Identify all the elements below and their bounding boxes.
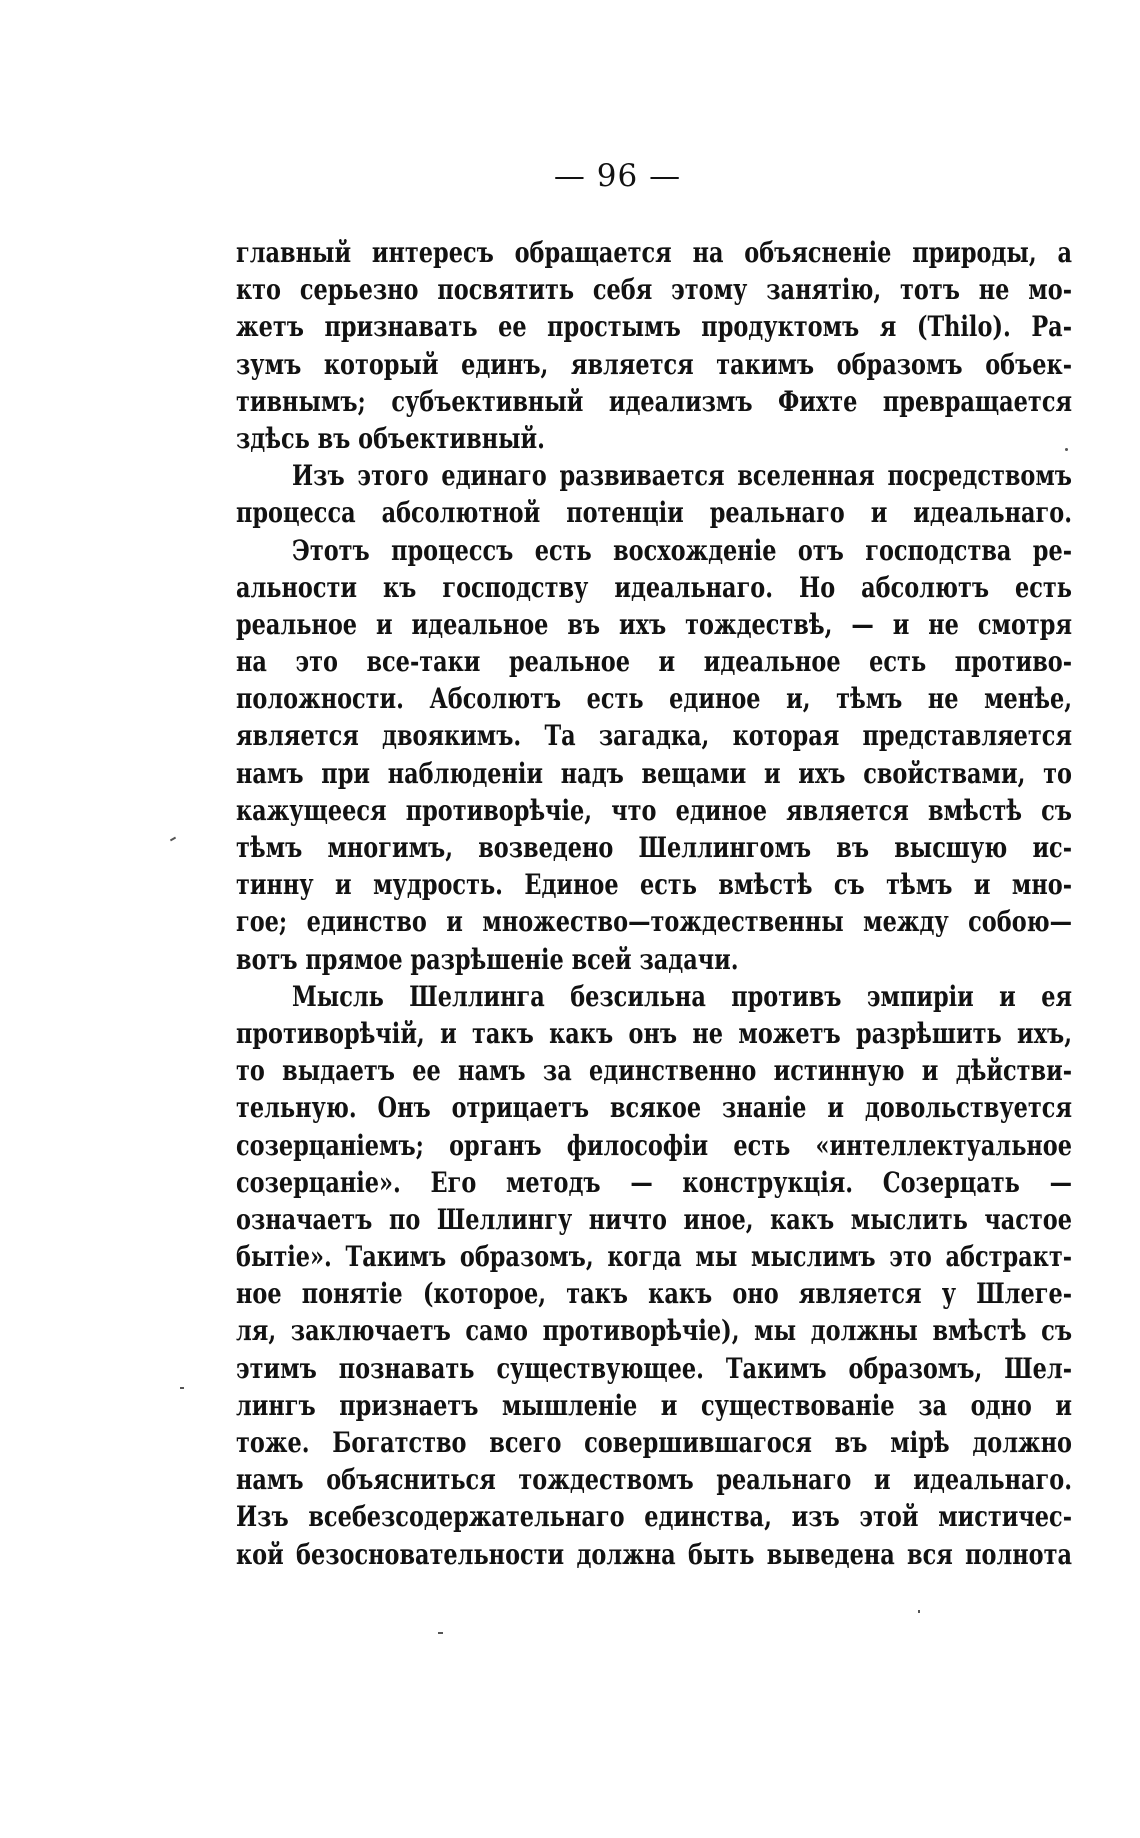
paragraph-start-line: Этотъ процессъ есть восхожденіе отъ господства ре-: [292, 533, 1072, 567]
text-line: альности къ господству идеальнаго. Но абсолютъ есть: [236, 570, 1072, 604]
text-line: гое; единство и множество—тождественны между собою—: [236, 905, 1072, 939]
text-line: противорѣчій, и такъ какъ онъ не можетъ разрѣшить ихъ,: [236, 1016, 1072, 1050]
paragraph-start-line: Мысль Шеллинга безсильна противъ эмпиріи и ея: [292, 979, 1072, 1013]
paragraph-end-line: здѣсь въ объективный.: [236, 421, 545, 455]
text-line: процесса абсолютной потенціи реальнаго и идеальнаго.: [236, 496, 1072, 530]
paragraph-end-line: вотъ прямое разрѣшеніе всей задачи.: [236, 942, 739, 976]
text-line: кажущееся противорѣчіе, что единое является вмѣстѣ съ: [236, 793, 1072, 827]
text-line: тельную. Онъ отрицаетъ всякое знаніе и довольствуется: [236, 1091, 1072, 1125]
text-line: бытіе». Такимъ образомъ, когда мы мыслимъ это абстракт-: [236, 1240, 1072, 1274]
text-line: кой безосновательности должна быть выведена вся полнота: [236, 1537, 1072, 1571]
text-line: созерцаніемъ; органъ философіи есть «интеллектуальное: [236, 1128, 1072, 1162]
text-line: тивнымъ; субъективный идеализмъ Фихте превращается: [236, 384, 1072, 418]
text-line: кто серьезно посвятить себя этому занятію, тотъ не мо-: [236, 273, 1072, 307]
text-line: тоже. Богатство всего совершившагося въ мірѣ должно: [236, 1426, 1072, 1459]
text-line: ное понятіе (которое, такъ какъ оно является у Шлеге-: [236, 1277, 1072, 1311]
scan-speck: [918, 1610, 920, 1613]
text-line: тинну и мудрость. Единое есть вмѣстѣ съ тѣмъ и мно-: [236, 868, 1072, 902]
text-line: лингъ признаетъ мышленіе и существованіе за одно и: [236, 1388, 1072, 1422]
scan-speck: [180, 1387, 184, 1389]
text-line: этимъ познавать существующее. Такимъ образомъ, Шел-: [236, 1351, 1072, 1385]
body-text: [236, 234, 1072, 1573]
text-line: является двоякимъ. Та загадка, которая представляется: [236, 719, 1072, 753]
text-line: тѣмъ многимъ, возведено Шеллингомъ въ высшую ис-: [236, 831, 1072, 864]
scan-speck: [170, 837, 176, 842]
text-line: намъ объясниться тождествомъ реальнаго и идеальнаго.: [236, 1463, 1072, 1497]
scan-speck: [1065, 448, 1068, 451]
text-line: положности. Абсолютъ есть единое и, тѣмъ не менѣе,: [236, 682, 1072, 716]
text-line: Изъ всебезсодержательнаго единства, изъ этой мистичес-: [236, 1500, 1072, 1534]
text-line: то выдаетъ ее намъ за единственно истинную и дѣйстви-: [236, 1054, 1072, 1088]
paragraph-start-line: Изъ этого единаго развивается вселенная посредствомъ: [292, 459, 1072, 493]
text-line: на это все-таки реальное и идеальное есть противо-: [236, 645, 1072, 679]
page-number: — 96 —: [553, 158, 682, 194]
text-line: означаетъ по Шеллингу ничто иное, какъ мыслить частое: [236, 1202, 1072, 1236]
scan-speck: [438, 1632, 443, 1634]
text-line: созерцаніе». Его методъ — конструкція. Созерцать —: [236, 1165, 1072, 1199]
text-line: намъ при наблюденіи надъ вещами и ихъ свойствами, то: [236, 756, 1072, 790]
text-line: главный интересъ обращается на объясненіе природы, а: [236, 236, 1072, 269]
text-line: ля, заключаетъ само противорѣчіе), мы должны вмѣстѣ съ: [236, 1314, 1072, 1348]
text-line: реальное и идеальное въ ихъ тождествѣ, — и не смотря: [236, 607, 1072, 641]
text-line: зумъ который единъ, является такимъ образомъ объек-: [236, 347, 1072, 381]
text-line: жетъ признавать ее простымъ продуктомъ я (Thilo). Ра-: [236, 310, 1072, 344]
